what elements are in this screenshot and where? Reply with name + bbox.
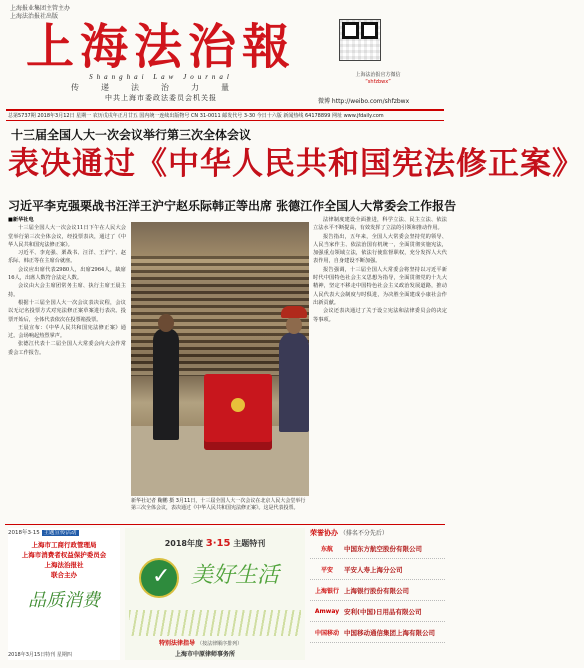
ad-date <box>8 528 120 536</box>
sponsor-logo: 平安 <box>320 566 333 574</box>
masthead <box>8 19 314 103</box>
paragraph: 报告指出，五年来，全国人大常委会坚持党的领导、人民当家作主、依法治国有机统一，全面贯彻实施宪法，加强重点领域立法，依法行使监督职权，充分发挥人大代表作用，自身建设不断加强。 <box>313 233 447 265</box>
ad-theme-suffix: 主题特刊 <box>233 539 266 548</box>
ad-date-text: 2018年3·15 <box>8 530 40 536</box>
ad-organizer: 上海法治报社 <box>44 561 84 569</box>
ad-calligraphy: 品质消费 <box>28 590 100 611</box>
ad-organizer: 上海市工商行政管理局 <box>31 541 97 549</box>
ad-date-badge: 主题宣传活动 <box>43 530 77 536</box>
ad-law-firm: 上海市中原律师事务所 <box>175 651 236 658</box>
ad-organizer: 联合主办 <box>51 571 77 579</box>
paragraph: 会议由大会主席团常务主席、执行主席王晨主持。 <box>8 283 126 298</box>
ad-middle-panel <box>125 528 305 660</box>
source-tag: ■新华社电 <box>8 217 34 223</box>
newspaper-title: 上海法治報 <box>25 19 296 75</box>
qr-caption-line-2: “shfzbwx” <box>365 79 391 85</box>
ad-legal-guide-label: 特别法律指导 <box>159 640 196 647</box>
sponsor-row <box>310 580 445 601</box>
issue-info-bar: 总第5737期 2018年3月12日 星期一 农历戊戌年正月廿五 国内统一连续出版物号 CN 31-0011 邮发代号 3-30 今日十六版 新闻热线 64178899 网址 www.jfdaily.com <box>6 109 444 121</box>
paragraph: 十三届全国人大一次会议11日下午在人民大会堂举行第三次全体会议，经投票表决，通过了《中华人民共和国宪法修正案》。 <box>8 225 126 248</box>
newspaper-english-title: Shanghai Law Journal <box>89 73 233 81</box>
sponsor-name: 上海银行股份有限公司 <box>344 586 409 595</box>
sponsor-line-2: 上海法治报社出版 <box>10 13 59 20</box>
paragraph: 会议还表决通过了关于设立宪法和法律委员会的决定等事项。 <box>313 308 447 323</box>
paragraph: 根据十三届全国人大一次会议表决议程，会议以无记名投票方式对宪法修正案草案进行表决。投票开始后，全体代表依次在投票箱投票。 <box>8 299 126 323</box>
photo-person-left <box>153 328 179 440</box>
sponsor-name: 中国东方航空股份有限公司 <box>344 544 422 553</box>
paragraph: 会议应出席代表2980人，出席2964人，缺席16人，出席人数符合法定人数。 <box>8 266 126 282</box>
article-column-left <box>8 216 126 520</box>
sponsor-name: 中国移动通信集团上海有限公司 <box>344 628 435 637</box>
news-photo[interactable] <box>131 222 309 496</box>
ad-legal-guide-note: （按法律顺序排列） <box>197 641 243 647</box>
ad-legal-guide <box>159 638 242 647</box>
newspaper-slogan: 传递法治力量 <box>71 83 251 92</box>
ballot-box <box>204 374 272 450</box>
ad-sponsor-heading <box>310 528 445 538</box>
article-column-right <box>313 216 447 520</box>
article-kicker: 十三届全国人大一次会议举行第三次全体会议 <box>11 128 252 142</box>
newspaper-subtitle: 中共上海市委政法委员会机关报 <box>105 94 217 102</box>
sponsor-logo: 上海银行 <box>314 587 339 595</box>
sponsor-logo: 中国移动 <box>314 629 339 637</box>
qr-caption <box>323 72 433 86</box>
sponsor-row <box>310 538 445 559</box>
sponsor-row <box>310 622 445 643</box>
ad-left-panel <box>8 528 120 660</box>
ad-organizer: 上海市消费者权益保护委员会 <box>21 551 107 559</box>
qr-code-icon[interactable] <box>339 19 381 61</box>
photo-caption: 新华社记者 鞠鹏 摄 3月11日，十三届全国人大一次会议在北京人民大会堂举行第三次全体会议，表决通过《中华人民共和国宪法修正案》。这是代表投票。 <box>131 498 306 511</box>
sponsor-line-1: 上海报业集团主管主办 <box>10 5 71 12</box>
advertisement[interactable] <box>5 524 445 662</box>
sponsor-row <box>310 601 445 622</box>
photo-head <box>158 314 174 332</box>
sponsor-name: 安利(中国)日用品有限公司 <box>344 607 422 616</box>
ad-theme-prefix: 2018年度 <box>164 539 203 548</box>
article-subhead: 习近平李克强栗战书汪洋王沪宁赵乐际韩正等出席 张德江作全国人大常委会工作报告 <box>8 199 457 213</box>
sponsor-row <box>310 559 445 580</box>
qr-caption-line-1: 上海法治报官方微信 <box>355 72 401 78</box>
consumer-rights-logo-icon <box>139 558 179 598</box>
weibo-link[interactable]: 微博 http://weibo.com/shfzbwx <box>318 98 410 105</box>
paragraph: 张德江代表十二届全国人大常委会向大会作常委会工作报告。 <box>8 341 126 356</box>
paragraph: 报告强调，十三届全国人大常委会将坚持以习近平新时代中国特色社会主义思想为指导，全面贯彻党的十九大精神，坚定不移走中国特色社会主义政治发展道路，推动人民代表大会制度与时俱进，为决胜全面建成小康社会作出新贡献。 <box>313 266 447 306</box>
photo-headwear <box>281 306 307 318</box>
ad-right-panel <box>310 528 445 660</box>
ad-calligraphy-2: 美好生活 <box>191 563 280 588</box>
ad-theme <box>125 538 305 549</box>
wheat-decoration <box>129 610 301 636</box>
sponsor-logo: 东航 <box>320 545 333 553</box>
national-emblem-icon <box>231 398 245 412</box>
paragraph: 法律制度建设全面推进，科学立法、民主立法、依法立法水平不断提高，有效发挥了立法的引领和推动作用。 <box>313 217 447 232</box>
paragraph: 习近平、李克强、栗战书、汪洋、王沪宁、赵乐际、韩正等在主席台就座。 <box>8 250 126 265</box>
photo-person-right <box>279 332 309 432</box>
article-headline[interactable]: 表决通过《中华人民共和国宪法修正案》 <box>8 146 584 182</box>
ad-theme-highlight: 3·15 <box>205 538 231 549</box>
ad-footer: 2018年3月15日特刊 星期四 <box>8 652 72 658</box>
photo-head <box>286 316 302 334</box>
paragraph: 王晨宣布：《中华人民共和国宪法修正案》通过。会场响起热烈掌声。 <box>8 324 126 340</box>
ad-sponsor-heading-label: 荣誉协办 <box>310 529 338 537</box>
sponsor-name: 平安人寿上海分公司 <box>344 565 403 574</box>
sponsor-logo: Amway <box>314 607 340 615</box>
ad-sponsor-heading-note: （排名不分先后） <box>339 530 388 537</box>
